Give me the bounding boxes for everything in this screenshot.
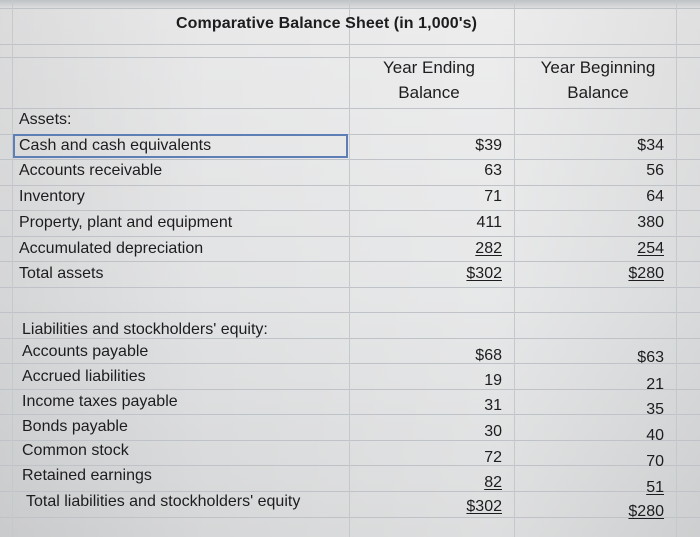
cell-ending[interactable]: $68	[475, 347, 502, 364]
sheet-top-edge	[0, 0, 700, 8]
cell-ending[interactable]: 30	[484, 423, 502, 440]
gridline-vertical	[12, 0, 13, 537]
gridline	[0, 44, 700, 45]
gridline	[0, 108, 700, 109]
column-header-line: Balance	[567, 83, 629, 102]
row-label[interactable]: Accounts payable	[22, 343, 149, 360]
row-label[interactable]: Inventory	[19, 188, 85, 205]
cell-ending[interactable]: 282	[475, 240, 502, 257]
gridline	[0, 159, 700, 160]
column-header-year-beginning[interactable]	[523, 55, 673, 105]
liabilities-header[interactable]: Liabilities and stockholders' equity:	[22, 321, 268, 338]
cell-beginning[interactable]: 40	[646, 427, 664, 444]
column-header-line: Year Beginning	[540, 58, 656, 77]
cell-ending[interactable]: 19	[484, 372, 502, 389]
gridline	[0, 363, 700, 364]
gridline	[0, 389, 700, 390]
gridline	[0, 261, 700, 262]
column-header-year-ending[interactable]	[364, 55, 494, 105]
cell-beginning[interactable]: 70	[646, 453, 664, 470]
gridline	[0, 236, 700, 237]
row-label[interactable]: Property, plant and equipment	[19, 214, 233, 231]
cell-beginning[interactable]: $280	[628, 265, 664, 282]
row-label[interactable]: Accounts receivable	[19, 162, 163, 179]
cell-beginning[interactable]: 21	[646, 376, 664, 393]
row-label[interactable]: Cash and cash equivalents	[19, 137, 212, 154]
gridline-vertical	[676, 0, 677, 537]
cell-ending[interactable]: 72	[484, 449, 502, 466]
cell-beginning[interactable]: $280	[628, 503, 664, 520]
row-label[interactable]: Accrued liabilities	[22, 368, 146, 385]
row-label[interactable]: Total liabilities and stockholders' equity	[26, 493, 301, 510]
cell-beginning[interactable]: 35	[646, 401, 664, 418]
cell-ending[interactable]: 82	[484, 474, 502, 491]
row-label[interactable]: Retained earnings	[22, 467, 152, 484]
row-label[interactable]: Total assets	[19, 265, 104, 282]
column-header-line: Balance	[398, 83, 460, 102]
row-label[interactable]: Accumulated depreciation	[19, 240, 204, 257]
row-label[interactable]: Income taxes payable	[22, 393, 178, 410]
gridline	[0, 440, 700, 441]
cell-beginning[interactable]: $34	[637, 137, 664, 154]
cell-ending[interactable]: 63	[484, 162, 502, 179]
cell-ending[interactable]: 31	[484, 397, 502, 414]
cell-beginning[interactable]: 380	[637, 214, 664, 231]
cell-ending[interactable]: 411	[476, 214, 502, 231]
cell-beginning[interactable]: 56	[646, 162, 664, 179]
cell-beginning[interactable]: 51	[646, 479, 664, 496]
gridline	[0, 491, 700, 492]
gridline-vertical	[349, 0, 350, 537]
sheet-title: Comparative Balance Sheet (in 1,000's)	[176, 15, 478, 32]
gridline	[0, 312, 700, 313]
cell-ending[interactable]: $302	[466, 265, 502, 282]
cell-ending[interactable]: $39	[475, 137, 502, 154]
cell-beginning[interactable]: 64	[646, 188, 664, 205]
gridline	[0, 287, 700, 288]
cell-beginning[interactable]: 254	[637, 240, 664, 257]
gridline	[0, 414, 700, 415]
gridline	[0, 517, 700, 518]
cell-beginning[interactable]: $63	[637, 349, 664, 366]
cell-ending[interactable]: $302	[466, 498, 502, 515]
cell-ending[interactable]: 71	[484, 188, 502, 205]
gridline	[0, 8, 700, 9]
gridline	[0, 465, 700, 466]
gridline	[0, 185, 700, 186]
assets-header[interactable]: Assets:	[19, 111, 72, 128]
row-label[interactable]: Common stock	[22, 442, 129, 459]
gridline-vertical	[514, 0, 515, 537]
column-header-line: Year Ending	[382, 58, 475, 77]
row-label[interactable]: Bonds payable	[22, 418, 128, 435]
gridline	[0, 210, 700, 211]
